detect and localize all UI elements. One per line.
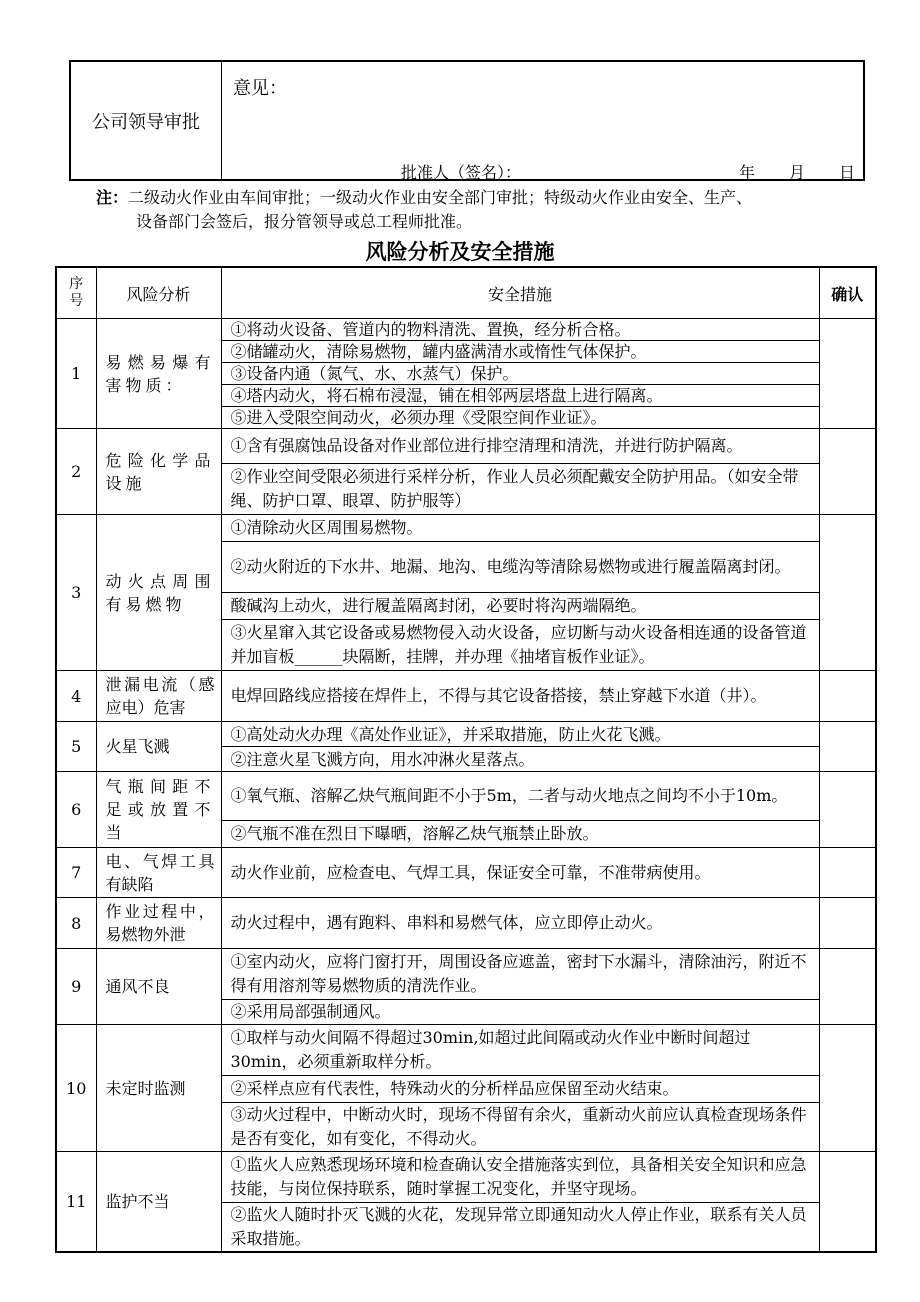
safety-measure-cell: ①高处动火办理《高处作业证》，并采取措施，防止火花飞溅。 [221, 722, 819, 747]
table-row [56, 1025, 876, 1076]
risk-analysis-cell: 作业过程中，易燃物外泄 [96, 898, 221, 949]
table-row [56, 722, 876, 747]
risk-analysis-cell: 电、气焊工具有缺陷 [96, 848, 221, 898]
safety-measure-cell: ③设备内通（氮气、水、水蒸气）保护。 [221, 363, 819, 385]
row-number: 10 [56, 1025, 96, 1152]
confirm-cell[interactable] [819, 848, 876, 898]
safety-measure-cell: 动火作业前，应检查电、气焊工具，保证安全可靠，不准带病使用。 [221, 848, 819, 898]
approval-label: 公司领导审批 [71, 62, 222, 179]
safety-measure-cell: ①取样与动火间隔不得超过30min,如超过此间隔或动火作业中断时间超过30min，必须重新取样分析。 [221, 1025, 819, 1076]
row-number: 1 [56, 319, 96, 429]
confirm-cell[interactable] [819, 1025, 876, 1152]
confirm-cell[interactable] [819, 671, 876, 722]
table-row [56, 848, 876, 898]
table-row [56, 671, 876, 722]
header-seq: 序 号 [56, 267, 96, 319]
confirm-cell[interactable] [819, 772, 876, 848]
day-label: 日 [839, 163, 856, 182]
risk-analysis-cell: 动火点周围有易燃物 [96, 515, 221, 671]
row-number: 6 [56, 772, 96, 848]
approval-note [96, 186, 866, 234]
note-line-2: 设备部门会签后，报分管领导或总工程师批准。 [136, 212, 473, 231]
safety-measure-cell: 动火过程中，遇有跑料、串料和易燃气体，应立即停止动火。 [221, 898, 819, 949]
confirm-cell[interactable] [819, 722, 876, 772]
section-title: 风险分析及安全措施 [365, 240, 555, 264]
safety-measure-cell: ③火星窜入其它设备或易燃物侵入动火设备，应切断与动火设备相连通的设备管道并加盲板______块隔断，挂牌，并办理《抽堵盲板作业证》。 [221, 620, 819, 671]
safety-measure-cell: ①清除动火区周围易燃物。 [221, 515, 819, 542]
safety-measure-cell: ②注意火星飞溅方向，用水冲淋火星落点。 [221, 747, 819, 772]
row-number: 9 [56, 949, 96, 1025]
safety-measure-cell: ③动火过程中，中断动火时，现场不得留有余火，重新动火前应认真检查现场条件是否有变化，如有变化，不得动火。 [221, 1103, 819, 1152]
table-row [56, 429, 876, 464]
confirm-cell[interactable] [819, 898, 876, 949]
confirm-cell[interactable] [819, 949, 876, 1025]
risk-analysis-cell: 通风不良 [96, 949, 221, 1025]
safety-measure-cell: 电焊回路线应搭接在焊件上，不得与其它设备搭接，禁止穿越下水道（井）。 [221, 671, 819, 722]
header-risk: 风险分析 [96, 267, 221, 319]
opinion-label: 意见： [233, 78, 287, 99]
table-row [56, 898, 876, 949]
safety-measure-cell: ②作业空间受限必须进行采样分析，作业人员必须配戴安全防护用品。（如安全带绳、防护口罩、眼罩、防护服等） [221, 464, 819, 515]
safety-measure-cell: ⑤进入受限空间动火，必须办理《受限空间作业证》。 [221, 407, 819, 429]
confirm-cell[interactable] [819, 429, 876, 515]
row-number: 3 [56, 515, 96, 671]
risk-measures-table [55, 266, 877, 1253]
safety-measure-cell: 酸碱沟上动火，进行履盖隔离封闭，必要时将沟两端隔绝。 [221, 593, 819, 620]
risk-analysis-cell: 气瓶间距不足或放置不当 [96, 772, 221, 848]
risk-analysis-cell: 监护不当 [96, 1152, 221, 1253]
table-row [56, 1152, 876, 1203]
row-number: 8 [56, 898, 96, 949]
header-confirm: 确认 [819, 267, 876, 319]
safety-measure-cell: ②采用局部强制通风。 [221, 1000, 819, 1025]
risk-analysis-cell: 泄漏电流（感应电）危害 [96, 671, 221, 722]
note-line-1: 二级动火作业由车间审批；一级动火作业由安全部门审批；特级动火作业由安全、生产、 [128, 188, 753, 207]
safety-measure-cell: ①监火人应熟悉现场环境和检查确认安全措施落实到位，具备相关安全知识和应急技能，与岗位保持联系，随时掌握工况变化，并坚守现场。 [221, 1152, 819, 1203]
row-number: 11 [56, 1152, 96, 1253]
risk-analysis-cell: 火星飞溅 [96, 722, 221, 772]
row-number: 5 [56, 722, 96, 772]
risk-analysis-cell: 未定时监测 [96, 1025, 221, 1152]
row-number: 4 [56, 671, 96, 722]
table-header-row [56, 267, 876, 319]
risk-analysis-cell: 危险化学品设施 [96, 429, 221, 515]
table-row [56, 515, 876, 542]
safety-measure-cell: ①氧气瓶、溶解乙炔气瓶间距不小于5m，二者与动火地点之间均不小于10m。 [221, 772, 819, 821]
month-label: 月 [789, 163, 806, 182]
row-number: 2 [56, 429, 96, 515]
header-measures: 安全措施 [221, 267, 819, 319]
safety-measure-cell: ①将动火设备、管道内的物料清洗、置换，经分析合格。 [221, 319, 819, 341]
table-row [56, 949, 876, 1000]
confirm-cell[interactable] [819, 515, 876, 671]
safety-measure-cell: ①含有强腐蚀品设备对作业部位进行排空清理和清洗，并进行防护隔离。 [221, 429, 819, 464]
approval-box [69, 60, 865, 181]
risk-analysis-cell: 易燃易爆有害物质： [96, 319, 221, 429]
table-row [56, 319, 876, 341]
safety-measure-cell: ②储罐动火，清除易燃物，罐内盛满清水或惰性气体保护。 [221, 341, 819, 363]
year-label: 年 [739, 163, 756, 182]
safety-measure-cell: ④塔内动火，将石棉布浸湿，铺在相邻两层塔盘上进行隔离。 [221, 385, 819, 407]
confirm-cell[interactable] [819, 1152, 876, 1253]
safety-measure-cell: ①室内动火，应将门窗打开，周围设备应遮盖，密封下水漏斗，清除油污，附近不得有用溶剂等易燃物质的清洗作业。 [221, 949, 819, 1000]
safety-measure-cell: ②气瓶不准在烈日下曝晒，溶解乙炔气瓶禁止卧放。 [221, 821, 819, 848]
approval-date [739, 160, 855, 183]
safety-measure-cell: ②监火人随时扑灭飞溅的火花，发现异常立即通知动火人停止作业，联系有关人员采取措施。 [221, 1203, 819, 1253]
note-label: 注： [96, 188, 129, 207]
approver-signature-label: 批准人（签名）： [401, 163, 522, 182]
row-number: 7 [56, 848, 96, 898]
safety-measure-cell: ②采样点应有代表性，特殊动火的分析样品应保留至动火结束。 [221, 1076, 819, 1103]
safety-measure-cell: ②动火附近的下水井、地漏、地沟、电缆沟等清除易燃物或进行履盖隔离封闭。 [221, 542, 819, 593]
confirm-cell[interactable] [819, 319, 876, 429]
table-row [56, 772, 876, 821]
